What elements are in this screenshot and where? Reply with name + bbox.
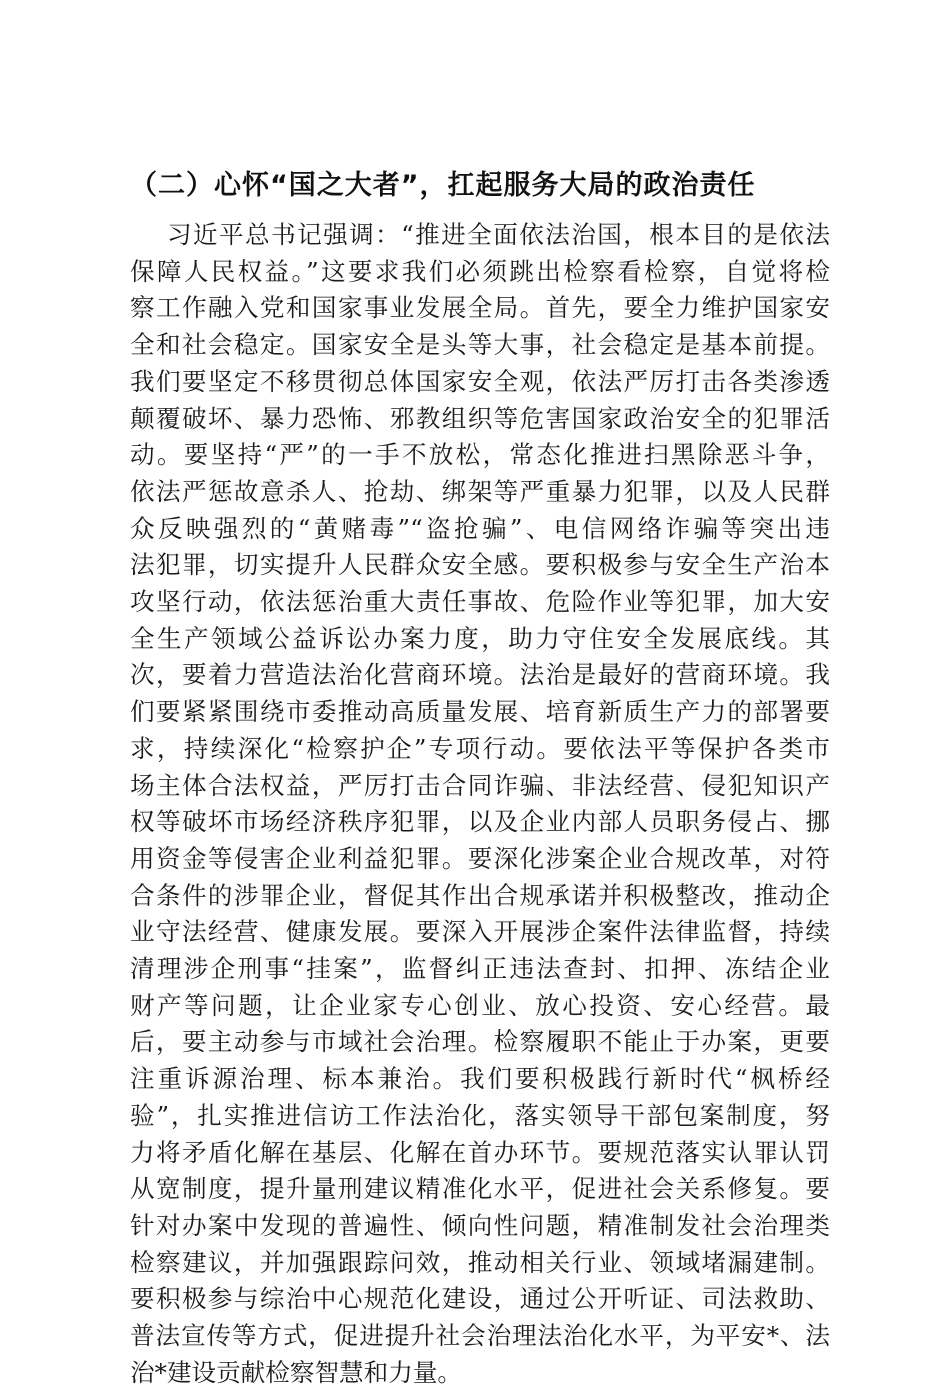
paragraph-line: 众反映强烈的“黄赌毒”“盗抢骗”、电信网络诈骗等突出违	[130, 513, 830, 543]
paragraph-line: 合条件的涉罪企业，督促其作出合规承诺并积极整改，推动企	[130, 880, 830, 910]
paragraph-line: 全和社会稳定。国家安全是头等大事，社会稳定是基本前提。	[130, 330, 830, 360]
paragraph-line: 依法严惩故意杀人、抢劫、绑架等严重暴力犯罪，以及人民群	[130, 476, 830, 506]
paragraph-line: 财产等问题，让企业家专心创业、放心投资、安心经营。最	[130, 990, 830, 1020]
paragraph-line: 我们要坚定不移贯彻总体国家安全观，依法严厉打击各类渗透	[130, 366, 830, 396]
paragraph-line: 要积极参与综治中心规范化建设，通过公开听证、司法救助、	[130, 1284, 830, 1314]
paragraph-line: 场主体合法权益，严厉打击合同诈骗、非法经营、侵犯知识产	[130, 770, 830, 800]
paragraph-line: 清理涉企刑事“挂案”，监督纠正违法查封、扣押、冻结企业	[130, 954, 830, 984]
paragraph-line: 注重诉源治理、标本兼治。我们要积极践行新时代“枫桥经	[130, 1064, 830, 1094]
paragraph-line: 用资金等侵害企业利益犯罪。要深化涉案企业合规改革，对符	[130, 843, 830, 873]
paragraph-line: 后，要主动参与市域社会治理。检察履职不能止于办案，更要	[130, 1027, 830, 1057]
body-paragraph	[130, 217, 830, 1392]
paragraph-line: 求，持续深化“检察护企”专项行动。要依法平等保护各类市	[130, 733, 830, 763]
section-heading: （二）心怀“国之大者”，扛起服务大局的政治责任	[130, 170, 756, 201]
paragraph-line: 治*建设贡献检察智慧和力量。	[130, 1357, 463, 1387]
paragraph-line: 普法宣传等方式，促进提升社会治理法治化水平，为平安*、法	[130, 1321, 830, 1351]
paragraph-line: 针对办案中发现的普遍性、倾向性问题，精准制发社会治理类	[130, 1210, 830, 1240]
paragraph-line: 攻坚行动，依法惩治重大责任事故、危险作业等犯罪，加大安	[130, 587, 830, 617]
paragraph-line: 从宽制度，提升量刑建议精准化水平，促进社会关系修复。要	[130, 1174, 830, 1204]
paragraph-line: 业守法经营、健康发展。要深入开展涉企案件法律监督，持续	[130, 917, 830, 947]
paragraph-line: 次，要着力营造法治化营商环境。法治是最好的营商环境。我	[130, 660, 830, 690]
paragraph-line: 习近平总书记强调：“推进全面依法治国，根本目的是依法	[167, 220, 830, 249]
paragraph-line: 颠覆破坏、暴力恐怖、邪教组织等危害国家政治安全的犯罪活	[130, 403, 830, 433]
paragraph-line: 全生产领域公益诉讼办案力度，助力守住安全发展底线。其	[130, 623, 830, 653]
paragraph-line: 权等破坏市场经济秩序犯罪，以及企业内部人员职务侵占、挪	[130, 807, 830, 837]
paragraph-line: 们要紧紧围绕市委推动高质量发展、培育新质生产力的部署要	[130, 697, 830, 727]
paragraph-line: 验”，扎实推进信访工作法治化，落实领导干部包案制度，努	[130, 1100, 830, 1130]
paragraph-line: 动。要坚持“严”的一手不放松，常态化推进扫黑除恶斗争，	[130, 440, 830, 470]
paragraph-line: 保障人民权益。”这要求我们必须跳出检察看检察，自觉将检	[130, 256, 830, 286]
paragraph-line: 检察建议，并加强跟踪问效，推动相关行业、领域堵漏建制。	[130, 1247, 830, 1277]
paragraph-line: 力将矛盾化解在基层、化解在首办环节。要规范落实认罪认罚	[130, 1137, 830, 1167]
paragraph-line: 法犯罪，切实提升人民群众安全感。要积极参与安全生产治本	[130, 550, 830, 580]
paragraph-line: 察工作融入党和国家事业发展全局。首先，要全力维护国家安	[130, 293, 830, 323]
